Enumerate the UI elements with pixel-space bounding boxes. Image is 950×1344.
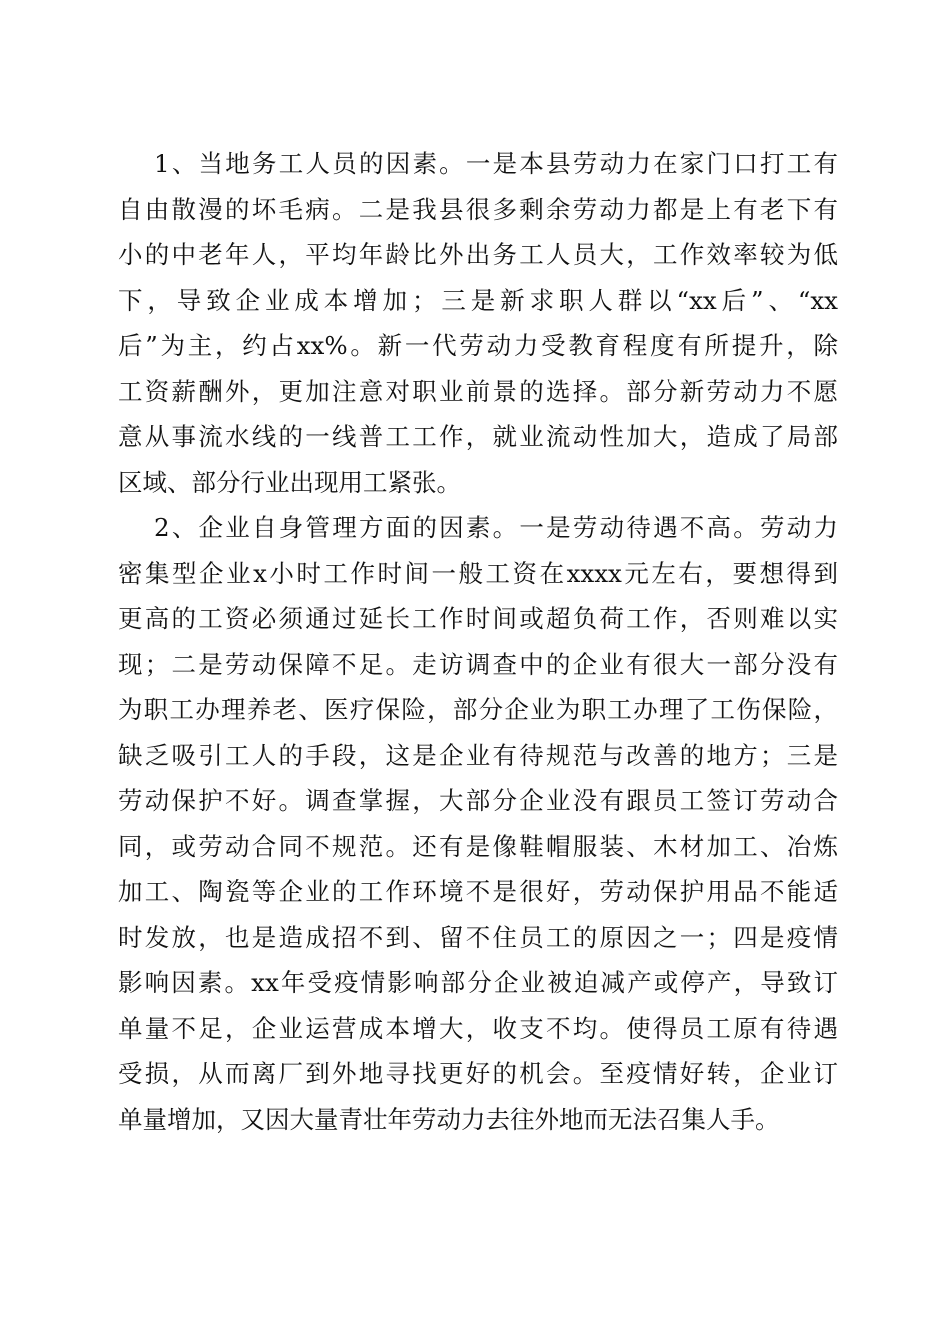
paragraph-2-line-10: 时发放，也是造成招不到、留不住员工的原因之一；四是疫情 [118, 922, 838, 952]
paragraph-2-line-5: 为职工办理养老、医疗保险，部分企业为职工办理了工伤保险， [118, 695, 838, 724]
paragraph-2-line-7: 劳动保护不好。调查掌握，大部分企业没有跟员工签订劳动合 [118, 786, 838, 815]
paragraph-1-line-2: 自由散漫的坏毛病。二是我县很多剩余劳动力都是上有老下有 [118, 194, 838, 224]
paragraph-1-line-4: 下，导致企业成本增加；三是新求职人群以“xx后”、“xx [118, 285, 838, 315]
paragraph-2-line-3: 更高的工资必须通过延长工作时间或超负荷工作，否则难以实 [118, 604, 838, 633]
paragraph-1-line-6: 工资薪酬外，更加注意对职业前景的选择。部分新劳动力不愿 [118, 376, 838, 406]
paragraph-1-line-3: 小的中老年人，平均年龄比外出务工人员大，工作效率较为低 [118, 240, 838, 269]
paragraph-2-line-11: 影响因素。xx年受疫情影响部分企业被迫减产或停产，导致订 [118, 968, 838, 997]
paragraph-2-line-1: 2、企业自身管理方面的因素。一是劳动待遇不高。劳动力 [154, 513, 838, 542]
paragraph-1-line-1: 1、当地务工人员的因素。一是本县劳动力在家门口打工有 [154, 149, 838, 178]
paragraph-2-line-13: 受损，从而离厂到外地寻找更好的机会。至疫情好转，企业订 [118, 1059, 838, 1088]
paragraph-1-line-8: 区域、部分行业出现用工紧张。 [118, 467, 461, 497]
paragraph-2-line-6: 缺乏吸引工人的手段，这是企业有待规范与改善的地方；三是 [118, 740, 838, 770]
paragraph-1-line-5: 后”为主，约占xx%。新一代劳动力受教育程度有所提升，除 [118, 331, 838, 360]
paragraph-2-line-12: 单量不足，企业运营成本增大，收支不均。使得员工原有待遇 [118, 1013, 838, 1043]
document-body [118, 141, 838, 1142]
paragraph-2-line-4: 现；二是劳动保障不足。走访调查中的企业有很大一部分没有 [118, 649, 838, 679]
paragraph-2-line-8: 同，或劳动合同不规范。还有是像鞋帽服装、木材加工、冶炼 [118, 831, 838, 861]
paragraph-2-line-9: 加工、陶瓷等企业的工作环境不是很好，劳动保护用品不能适 [118, 877, 838, 906]
paragraph-2-line-14: 单量增加，又因大量青壮年劳动力去往外地而无法召集人手。 [118, 1104, 780, 1134]
paragraph-1-line-7: 意从事流水线的一线普工工作，就业流动性加大，造成了局部 [118, 422, 838, 451]
paragraph-2-line-2: 密集型企业x小时工作时间一般工资在xxxx元左右，要想得到 [118, 558, 838, 588]
